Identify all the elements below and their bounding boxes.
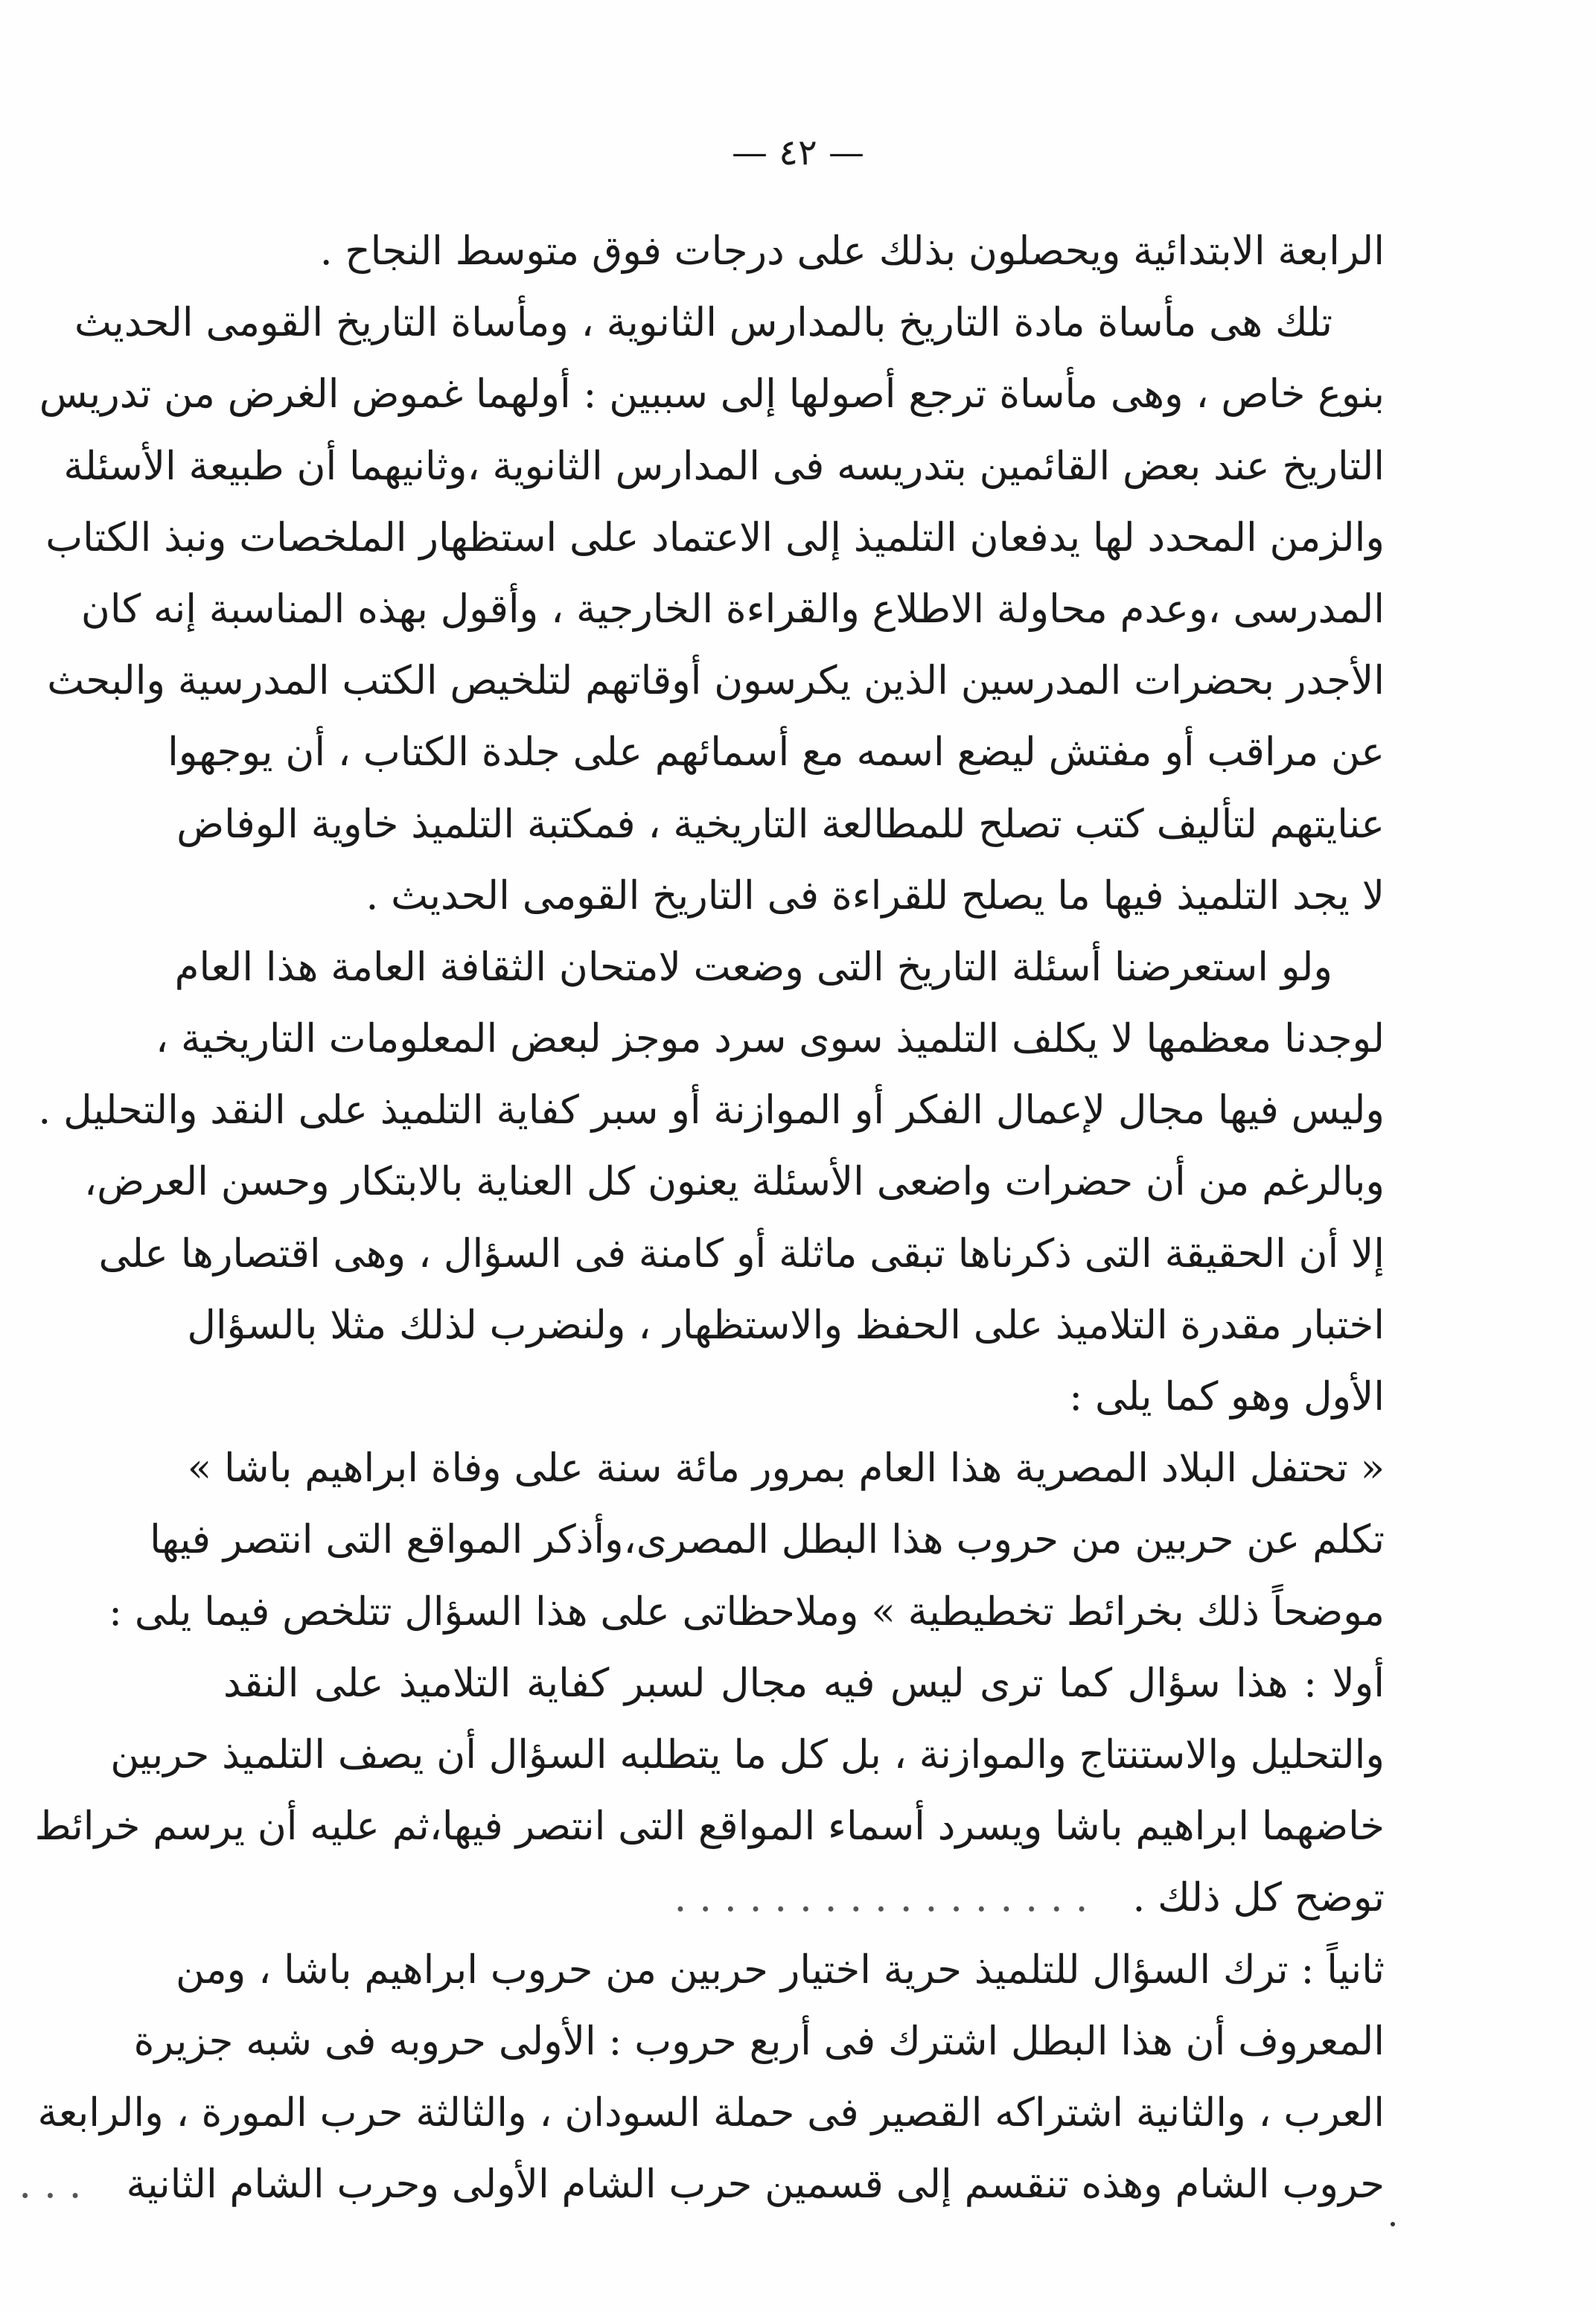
text-line xyxy=(223,1648,1385,1719)
dotted-leader: . . . . . . . . . . . . . . . . . xyxy=(674,1875,1088,1921)
text-line xyxy=(150,1504,1385,1576)
text-line xyxy=(223,216,1385,287)
text-line-content: وبالرغم من أن حضرات واضعى الأسئلة يعنون كل العناية بالابتكار وحسن العرض، xyxy=(83,1159,1385,1205)
text-line xyxy=(37,2078,1385,2149)
text-line-content: وليس فيها مجال لإعمال الفكر أو الموازنة أو سبر كفاية التلميذ على النقد والتحليل . xyxy=(38,1088,1385,1134)
text-line xyxy=(174,932,1385,1003)
text-line-content: أولا : هذا سؤال كما ترى ليس فيه مجال لسبر كفاية التلاميذ على النقد xyxy=(223,1660,1385,1706)
text-line-content: المعروف أن هذا البطل اشترك فى أربع حروب : الأولى حروبه فى شبه جزيرة xyxy=(133,2018,1385,2064)
text-line-content: اختبار مقدرة التلاميذ على الحفظ والاستظهار ، ولنضرب لذلك مثلا بالسؤال xyxy=(187,1302,1385,1348)
text-line xyxy=(98,1219,1385,1290)
text-line xyxy=(63,431,1385,502)
text-line xyxy=(133,2006,1385,2078)
text-line-content: ولو استعرضنا أسئلة التاريخ التى وضعت لامتحان الثقافة العامة هذا العام xyxy=(174,944,1332,990)
text-line-content: الأول وهو كما يلى : xyxy=(1069,1374,1385,1420)
text-line xyxy=(167,717,1385,788)
text-line xyxy=(223,860,1385,932)
text-line-content: تكلم عن حربين من حروب هذا البطل المصرى،وأذكر المواقع التى انتصر فيها xyxy=(150,1517,1385,1563)
text-line-content: موضحاً ذلك بخرائط تخطيطية » وملاحظاتى على هذا السؤال تتلخص فيما يلى : xyxy=(109,1588,1385,1635)
text-line xyxy=(223,1862,1385,1934)
text-line-content: خاضهما ابراهيم باشا ويسرد أسماء المواقع التى انتصر فيها،ثم عليه أن يرسم خرائط xyxy=(34,1804,1385,1850)
body-text xyxy=(19,216,1385,2220)
margin-mark xyxy=(1391,2222,1395,2226)
text-line xyxy=(47,645,1385,717)
text-line xyxy=(83,1146,1385,1218)
text-line xyxy=(45,502,1385,574)
text-line xyxy=(187,1290,1385,1361)
text-line xyxy=(176,789,1385,860)
text-line-content: التاريخ عند بعض القائمين بتدريسه فى المدارس الثانوية ،وثانيهما أن طبيعة الأسئلة xyxy=(63,443,1385,489)
text-line-content: تلك هى مأساة مادة التاريخ بالمدارس الثانوية ، ومأساة التاريخ القومى الحديث xyxy=(74,300,1332,346)
text-line-content: « تحتفل البلاد المصرية هذا العام بمرور مائة سنة على وفاة ابراهيم باشا » xyxy=(187,1446,1385,1492)
text-line-content: توضح كل ذلك . xyxy=(1132,1875,1385,1921)
text-line-content: المدرسى ،وعدم محاولة الاطلاع والقراءة الخارجية ، وأقول بهذه المناسبة إنه كان xyxy=(80,586,1385,632)
text-line-content: والتحليل والاستنتاج والموازنة ، بل كل ما يتطلبه السؤال أن يصف التلميذ حربين xyxy=(110,1731,1385,1778)
text-line-content: عنايتهم لتأليف كتب تصلح للمطالعة التاريخية ، فمكتبة التلميذ خاوية الوفاض xyxy=(176,801,1385,847)
text-line-content: والزمن المحدد لها يدفعان التلميذ إلى الاعتماد على استظهار الملخصات ونبذ الكتاب xyxy=(45,514,1385,561)
text-line-content: الرابعة الابتدائية ويحصلون بذلك على درجات فوق متوسط النجاح . xyxy=(319,229,1385,274)
text-line-content: لا يجد التلميذ فيها ما يصلح للقراءة فى التاريخ القومى الحديث . xyxy=(366,872,1385,919)
text-line-content: بنوع خاص ، وهى مأساة ترجع أصولها إلى سببين : أولهما غموض الغرض من تدريس xyxy=(39,371,1385,418)
text-line xyxy=(38,1075,1385,1146)
page-number: — ٤٢ — xyxy=(731,132,865,173)
dotted-leader: . . . xyxy=(19,2162,82,2208)
text-line xyxy=(80,574,1385,645)
text-line-content: ثانياً : ترك السؤال للتلميذ حرية اختيار حربين من حروب ابراهيم باشا ، ومن xyxy=(175,1947,1385,1993)
text-line xyxy=(74,287,1385,359)
text-line-content: الأجدر بحضرات المدرسين الذين يكرسون أوقاتهم لتلخيص الكتب المدرسية والبحث xyxy=(47,658,1385,704)
text-line-content: لوجدنا معظمها لا يكلف التلميذ سوى سرد موجز لبعض المعلومات التاريخية ، xyxy=(156,1016,1385,1062)
text-line-content: عن مراقب أو مفتش ليضع اسمه مع أسمائهم على جلدة الكتاب ، أن يوجهوا xyxy=(167,729,1385,776)
text-line-content: العرب ، والثانية اشتراكه القصير فى حملة السودان ، والثالثة حرب المورة ، والرابعة xyxy=(37,2089,1385,2136)
text-line-content: إلا أن الحقيقة التى ذكرناها تبقى ماثلة أو كامنة فى السؤال ، وهى اقتصارها على xyxy=(98,1230,1385,1277)
text-line xyxy=(34,1791,1385,1862)
text-line xyxy=(223,1361,1385,1433)
text-line xyxy=(110,1719,1385,1791)
text-line-content: حروب الشام وهذه تنقسم إلى قسمين حرب الشام الأولى وحرب الشام الثانية xyxy=(126,2162,1385,2208)
text-line xyxy=(187,1433,1385,1504)
text-line xyxy=(39,359,1385,430)
text-line xyxy=(19,2149,1385,2220)
text-line xyxy=(156,1003,1385,1075)
text-line xyxy=(175,1935,1385,2006)
text-line xyxy=(109,1577,1385,1648)
